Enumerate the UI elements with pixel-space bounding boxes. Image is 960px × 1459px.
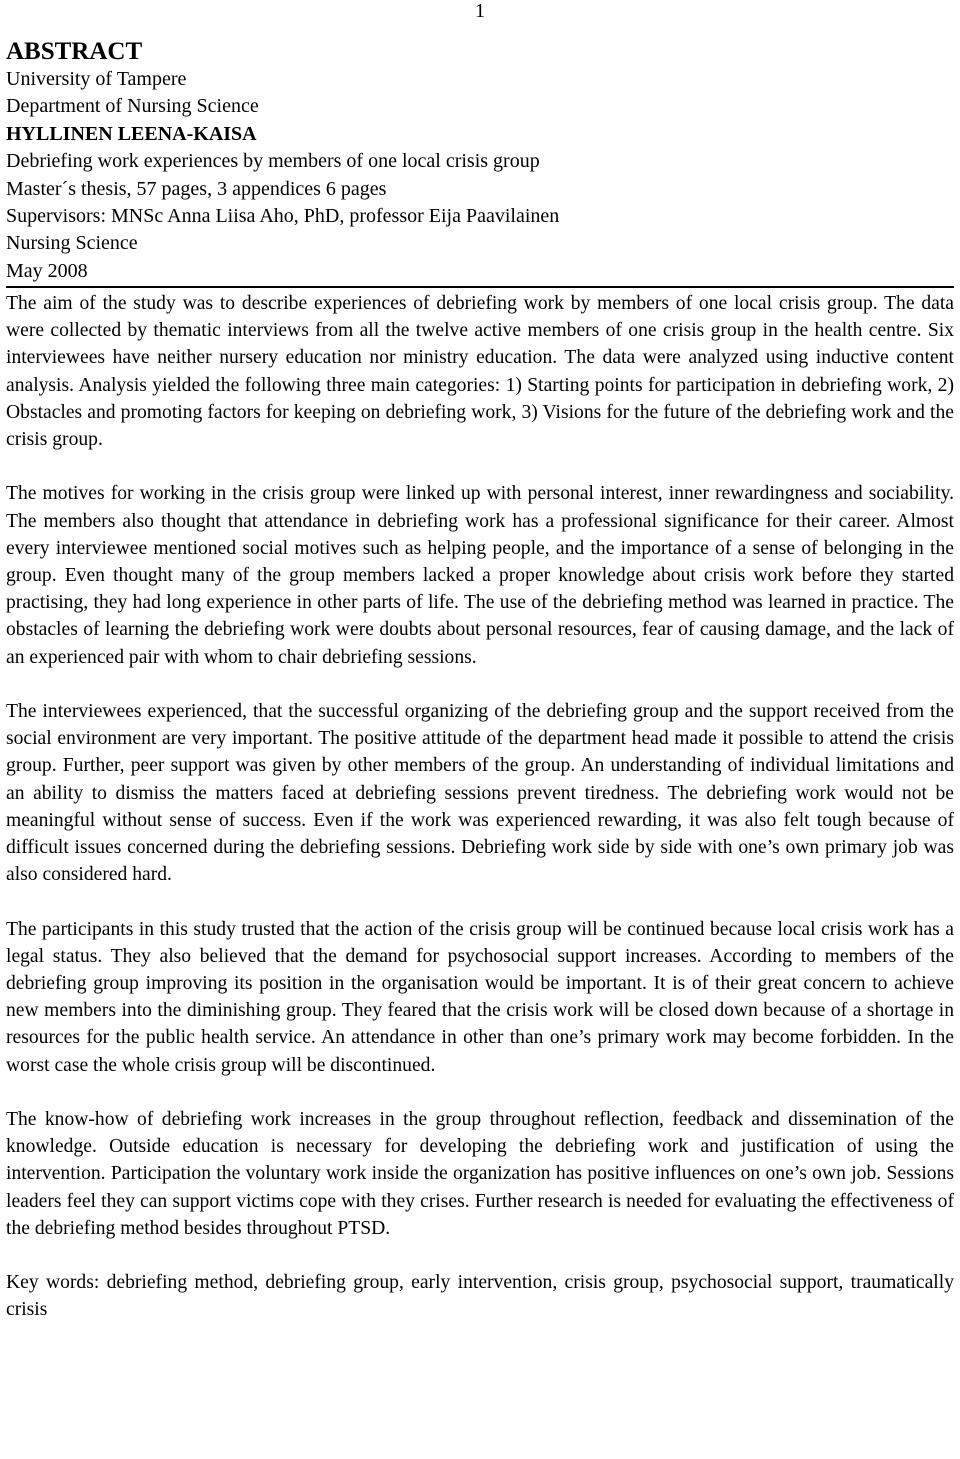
abstract-paragraph-future: The participants in this study trusted that the action of the crisis group will be continued because local crisis work has a legal status. They also believed that the demand for psychosocial support increases. According to members of the debriefing group improving its position in the organisation would be important. It is of their great concern to achieve new members into the diminishing group. They feared that the crisis work will be closed down because of a shortage in resources for the public health service. An attendance in other than one’s primary work may become forbidden. In the worst case the whole crisis group will be discontinued. bbox=[6, 918, 954, 1076]
department-name: Department of Nursing Science bbox=[6, 95, 259, 118]
header-divider bbox=[6, 286, 954, 288]
abstract-header bbox=[6, 38, 954, 285]
abstract-paragraph-motives: The motives for working in the crisis group were linked up with personal interest, inner rewardingness and sociability. The members also thought that attendance in debriefing work has a professional significance for their career. Almost every interviewee mentioned social motives such as helping people, and the importance of a sense of belonging in the group. Even thought many of the group members lacked a proper knowledge about crisis work before they started practising, they had long experience in other parts of life. The use of the debriefing method was learned in practice. The obstacles of learning the debriefing work were doubts about personal resources, fear of causing damage, and the lack of an experienced pair with whom to chair debriefing sessions. bbox=[6, 483, 954, 668]
abstract-body bbox=[6, 290, 954, 1324]
date: May 2008 bbox=[6, 259, 88, 282]
keywords: Key words: debriefing method, debriefing group, early intervention, crisis group, psychosocial support, traumatically crisis bbox=[6, 1272, 954, 1321]
supervisors: Supervisors: MNSc Anna Liisa Aho, PhD, professor Eija Paavilainen bbox=[6, 205, 560, 228]
author-name: HYLLINEN LEENA-KAISA bbox=[6, 122, 257, 145]
abstract-paragraph-aim: The aim of the study was to describe experiences of debriefing work by members of one local crisis group. The data were collected by thematic interviews from all the twelve active members of one crisis group in the health centre. Six interviewees have neither nursery education nor ministry education. The data were analyzed using inductive content analysis. Analysis yielded the following three main categories: 1) Starting points for participation in debriefing work, 2) Obstacles and promoting factors for keeping on debriefing work, 3) Visions for the future of the debriefing work and the crisis group. bbox=[6, 293, 954, 451]
page-number: 1 bbox=[475, 0, 485, 22]
document-title: ABSTRACT bbox=[6, 38, 143, 65]
thesis-title: Debriefing work experiences by members of one local crisis group bbox=[6, 150, 540, 173]
subject: Nursing Science bbox=[6, 232, 138, 255]
university-name: University of Tampere bbox=[6, 68, 187, 90]
abstract-paragraph-knowhow: The know-how of debriefing work increases in the group throughout reflection, feedback and dissemination of the knowledge. Outside education is necessary for developing the debriefing work and justification of using the intervention. Participation the voluntary work inside the organization has positive influences on one’s own job. Sessions leaders feel they can support victims cope with they crises. Further research is needed for evaluating the effectiveness of the debriefing method besides throughout PTSD. bbox=[6, 1109, 954, 1239]
abstract-paragraph-support: The interviewees experienced, that the successful organizing of the debriefing group and the support received from the social environment are very important. The positive attitude of the department head made it possible to attend the crisis group. Further, peer support was given by other members of the group. An understanding of individual limitations and an ability to dismiss the matters faced at debriefing sessions prevent tiredness. The debriefing work would not be meaningful without sense of success. Even if the work was experienced rewarding, it was also felt tough because of difficult issues concerned during the debriefing sessions. Debriefing work side by side with one’s own primary job was also considered hard. bbox=[6, 701, 954, 886]
thesis-info: Master´s thesis, 57 pages, 3 appendices 6 pages bbox=[6, 177, 387, 200]
